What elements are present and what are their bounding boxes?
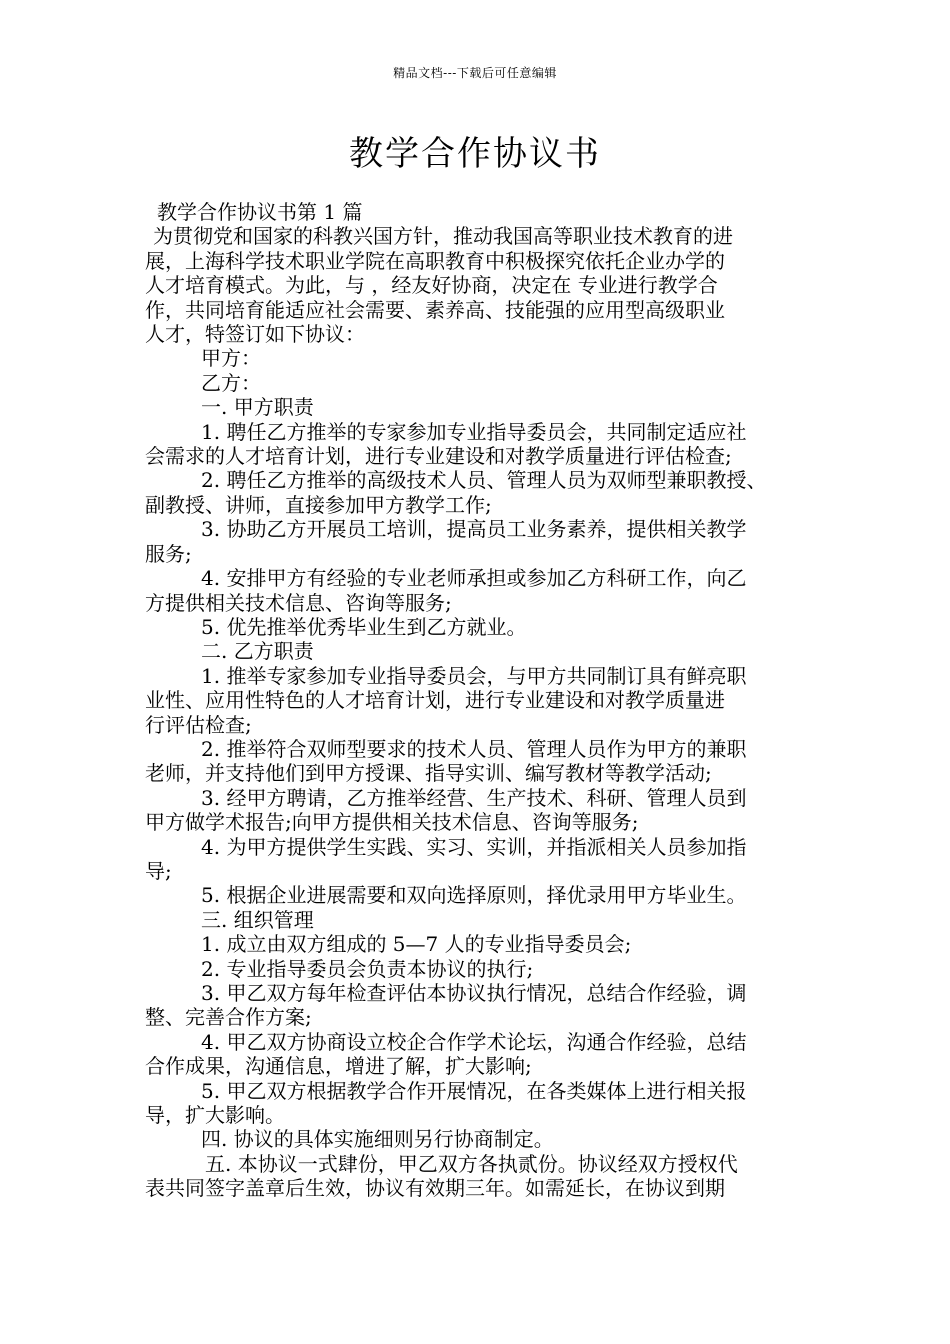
paragraph-line: 整、完善合作方案; <box>145 1005 312 1030</box>
paragraph-line: 2. 专业指导委员会负责本协议的执行; <box>201 956 534 981</box>
paragraph-line: 1. 推举专家参加专业指导委员会，与甲方共同制订具有鲜亮职 <box>201 663 747 688</box>
paragraph-line: 导，扩大影响。 <box>145 1103 285 1128</box>
party-a-label: 甲方： <box>201 346 261 371</box>
paragraph-line: 会需求的人才培育计划，进行专业建设和对教学质量进行评估检查; <box>145 444 732 469</box>
paragraph-line: 甲方做学术报告;向甲方提供相关技术信息、咨询等服务; <box>145 810 639 835</box>
paragraph-line: 2. 推举符合双师型要求的技术人员、管理人员作为甲方的兼职 <box>201 736 747 761</box>
paragraph-line: 4. 安排甲方有经验的专业老师承担或参加乙方科研工作，向乙 <box>201 566 747 591</box>
paragraph-line: 1. 成立由双方组成的 5—7 人的专业指导委员会; <box>201 932 632 957</box>
paragraph-line: 方提供相关技术信息、咨询等服务; <box>145 590 452 615</box>
paragraph-line: 4. 甲乙双方协商设立校企合作学术论坛，沟通合作经验，总结 <box>201 1029 747 1054</box>
header-note: 精品文档---下载后可任意编辑 <box>393 66 557 80</box>
section-heading: 教学合作协议书第 1 篇 <box>157 200 363 224</box>
paragraph-line: 业性、应用性特色的人才培育计划，进行专业建设和对教学质量进 <box>145 688 725 713</box>
paragraph-line: 导; <box>145 858 172 883</box>
document-body <box>145 200 810 1201</box>
paragraph-line: 合作成果，沟通信息，增进了解，扩大影响; <box>145 1054 532 1079</box>
paragraph-line: 5. 根据企业进展需要和双向选择原则，择优录用甲方毕业生。 <box>201 883 747 908</box>
section-heading: 二. 乙方职责 <box>201 639 314 664</box>
section-heading: 三. 组织管理 <box>201 907 314 932</box>
paragraph-line: 副教授、讲师，直接参加甲方教学工作; <box>145 492 492 517</box>
section-heading: 五. 本协议一式肆份，甲乙双方各执贰份。协议经双方授权代 <box>205 1151 738 1176</box>
section-heading: 四. 协议的具体实施细则另行协商制定。 <box>201 1127 554 1152</box>
paragraph-line: 1. 聘任乙方推举的专家参加专业指导委员会，共同制定适应社 <box>201 419 747 444</box>
paragraph-line: 4. 为甲方提供学生实践、实习、实训，并指派相关人员参加指 <box>201 834 747 859</box>
party-b-label: 乙方： <box>201 370 261 395</box>
paragraph-line: 3. 经甲方聘请，乙方推举经营、生产技术、科研、管理人员到 <box>201 785 747 810</box>
section-heading: 一. 甲方职责 <box>201 395 314 420</box>
paragraph-line: 老师，并支持他们到甲方授课、指导实训、编写教材等教学活动; <box>145 761 712 786</box>
paragraph-line: 5. 优先推举优秀毕业生到乙方就业。 <box>201 614 527 639</box>
paragraph-line: 为贯彻党和国家的科教兴国方针，推动我国高等职业技术教育的进 <box>153 224 733 249</box>
paragraph-line: 人才，特签订如下协议： <box>145 322 365 347</box>
page-title: 教学合作协议书 <box>349 134 601 174</box>
paragraph-line: 5. 甲乙双方根据教学合作开展情况，在各类媒体上进行相关报 <box>201 1078 747 1103</box>
paragraph-line: 行评估检查; <box>145 712 252 737</box>
paragraph-line: 服务; <box>145 541 192 566</box>
paragraph-line: 3. 协助乙方开展员工培训，提高员工业务素养，提供相关教学 <box>201 517 747 542</box>
paragraph-line: 展，上海科学技术职业学院在高职教育中积极探究依托企业办学的 <box>145 248 725 273</box>
paragraph-line: 3. 甲乙双方每年检查评估本协议执行情况，总结合作经验，调 <box>201 981 747 1005</box>
paragraph-line: 人才培育模式。为此，与 ，经友好协商，决定在 专业进行教学合 <box>145 273 718 298</box>
paragraph-line: 表共同签字盖章后生效，协议有效期三年。如需延长，在协议到期 <box>145 1176 725 1201</box>
paragraph-line: 作，共同培育能适应社会需要、素养高、技能强的应用型高级职业 <box>145 297 725 322</box>
paragraph-line: 2. 聘任乙方推举的高级技术人员、管理人员为双师型兼职教授、 <box>201 468 767 493</box>
